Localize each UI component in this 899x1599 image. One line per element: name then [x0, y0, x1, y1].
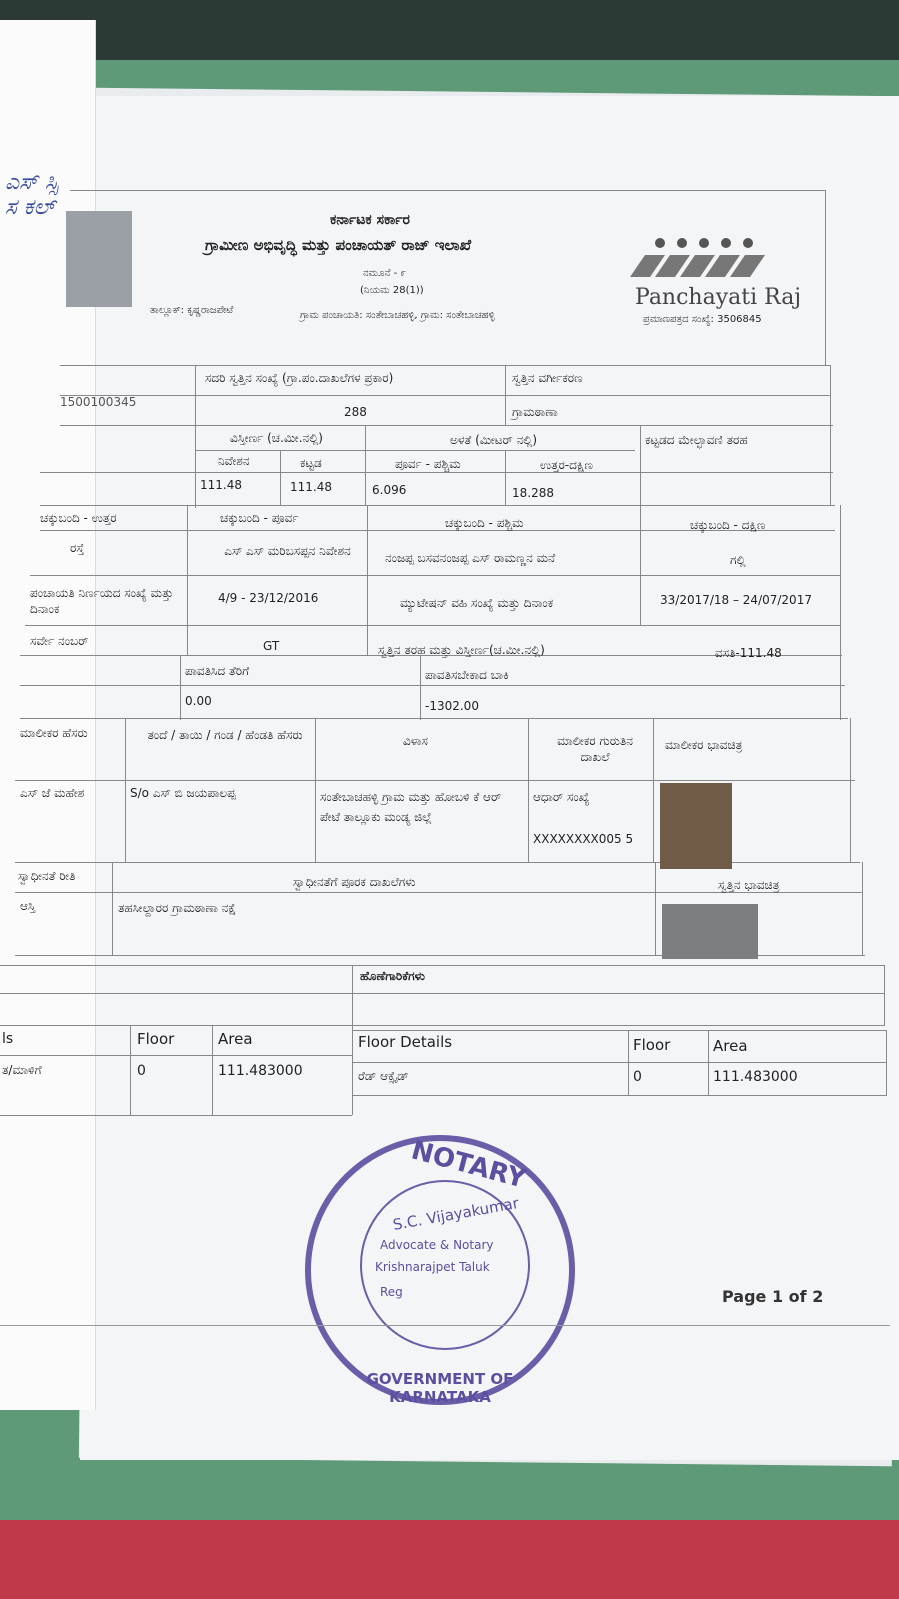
floor-left-cell-1: ತ/ಮಾಳಿಗೆ [2, 1063, 42, 1077]
tax-due-value: -1302.00 [425, 699, 479, 713]
seal-line-3: Krishnarajpet Taluk [375, 1260, 490, 1274]
page-number: Page 1 of 2 [722, 1287, 824, 1306]
floor-right-header-3: Area [713, 1037, 748, 1055]
owner-id-value: XXXXXXXX005 5 [533, 832, 634, 846]
north-boundary-label: ಚಕ್ಕುಬಂದಿ - ಉತ್ತರ [40, 511, 117, 525]
property-photo-image [662, 904, 758, 959]
panchayat-label: ಗ್ರಾಮ ಪಂಚಾಯತಿ: ಸಂತೇಬಾಚಹಳ್ಳಿ, ಗ್ರಾಮ: ಸಂತೇಬಾಚಹಳ್ಳಿ [300, 310, 495, 321]
owner-name-value: ಎಸ್ ಜೆ ಮಹೇಶ [20, 786, 85, 800]
south-boundary-value: ಗಲ್ಲಿ [730, 553, 746, 567]
form-number: ನಮೂನೆ - ೯ [363, 268, 406, 279]
karnataka-emblem-icon [66, 211, 132, 307]
tax-paid-value: 0.00 [185, 694, 212, 708]
taluk-label: ತಾಲ್ಲೂಕ್: ಕೃಷ್ಣರಾಜಪೇಟೆ [150, 305, 234, 316]
property-category-value: ಗ್ರಾಮಠಾಣಾ [512, 405, 558, 419]
east-west-value: 6.096 [372, 483, 407, 497]
north-south-value: 18.288 [512, 486, 554, 500]
rule-number: (ನಿಯಮ 28(1)) [360, 285, 424, 296]
owner-address-value: ಸಂತೇಬಾಚಹಳ್ಳಿ ಗ್ರಾಮ ಮತ್ತು ಹೋಬಳಿ ಕೆ ಆರ್ ಪೇಟೆ ತಾಲ್ಲೂಕು ಮಂಡ್ಯ ಜಿಲ್ಲೆ [320, 790, 502, 824]
building-area-value: 111.48 [290, 480, 332, 494]
north-boundary-value: ರಸ್ತೆ [70, 541, 85, 555]
floor-right-cell-2: 0 [633, 1069, 642, 1085]
certificate-number: ಪ್ರಮಾಣಪತ್ರದ ಸಂಖ್ಯೆ: 3506845 [643, 314, 762, 325]
south-boundary-label: ಚಕ್ಕುಬಂದಿ - ದಕ್ಷಿಣ [690, 518, 766, 532]
floor-left-header-2: Floor [137, 1030, 175, 1048]
floor-left-cell-3: 111.483000 [218, 1063, 303, 1079]
east-boundary-value: ಎಸ್ ಎಸ್ ಮರಿಬಸಪ್ಪನ ನಿವೇಶನ [224, 544, 351, 558]
floor-right-cell-1: ರೆಡ್ ಆಕ್ಸೈಡ್ [358, 1069, 409, 1083]
owner-parent-value: S/o ಎಸ್ ಬಿ ಜಯಪಾಲಪ್ಪ [130, 786, 236, 800]
owner-name-label: ಮಾಲೀಕರ ಹೆಸರು [20, 726, 88, 740]
west-boundary-value: ನಂಜಪ್ಪ ಬಸವನಂಜಪ್ಪ ಎಸ್ ರಾಮಣ್ಣನ ಮನೆ [385, 551, 556, 565]
seal-top-text: NOTARY [408, 1135, 530, 1195]
background-bottom [0, 1520, 899, 1599]
east-boundary-label: ಚಕ್ಕುಬಂದಿ - ಪೂರ್ವ [220, 511, 299, 525]
dimensions-label: ಅಳತೆ (ಮೀಟರ್ ನಲ್ಲಿ) [450, 433, 538, 447]
floor-left-header-3: Area [218, 1030, 253, 1048]
floor-right-header-2: Floor [633, 1036, 671, 1054]
department-title: ಗ್ರಾಮೀಣ ಅಭಿವೃದ್ಧಿ ಮತ್ತು ಪಂಚಾಯತ್ ರಾಜ್ ಇಲಾಖೆ [205, 236, 472, 254]
survey-label: ಸರ್ವೇ ನಂಬರ್ [30, 634, 89, 648]
floor-left-header-1: ls [2, 1031, 14, 1047]
building-label: ಕಟ್ಟಡ [300, 456, 322, 470]
mutation-value: 33/2017/18 – 24/07/2017 [660, 593, 812, 607]
ownership-value: ಆಸ್ತಿ [20, 899, 36, 913]
owner-address-label: ವಿಳಾಸ [403, 734, 428, 748]
owner-parent-label: ತಂದೆ / ತಾಯಿ / ಗಂಡ / ಹೆಂಡತಿ ಹೆಸರು [147, 728, 303, 742]
west-boundary-label: ಚಕ್ಕುಬಂದಿ - ಪಶ್ಚಿಮ [445, 516, 524, 530]
tax-due-label: ಪಾವತಿಸಬೇಕಾದ ಬಾಕಿ [425, 668, 509, 682]
site-area-value: 111.48 [200, 478, 242, 492]
ownership-docs-value: ತಹಸೀಲ್ದಾರರ ಗ್ರಾಮಠಾಣಾ ನಕ್ಷೆ [118, 901, 237, 915]
seal-name: S.C. Vijayakumar [391, 1194, 521, 1234]
area-label: ವಿಸ್ತೀರ್ಣ (ಚ.ಮೀ.ನಲ್ಲಿ) [230, 431, 323, 445]
property-number-label: ಸದರಿ ಸ್ವತ್ತಿನ ಸಂಖ್ಯೆ (ಗ್ರಾ.ಪಂ.ದಾಖಲೆಗಳ ಪ್ರಕಾರ) [205, 371, 394, 385]
panchayati-raj-logo-icon [630, 237, 770, 277]
seal-line-4: Reg [380, 1285, 403, 1299]
ownership-docs-label: ಸ್ವಾಧೀನತೆಗೆ ಪೂರಕ ದಾಖಲೆಗಳು [293, 875, 416, 889]
site-label: ನಿವೇಶನ [218, 454, 250, 468]
property-type-value: ವಸತಿ-111.48 [715, 646, 782, 660]
floor-left-cell-2: 0 [137, 1063, 146, 1079]
tax-paid-label: ಪಾವತಿಸಿದ ತೆರಿಗೆ [185, 664, 250, 678]
floor-right-cell-3: 111.483000 [713, 1069, 798, 1085]
owner-photo-label: ಮಾಲೀಕರ ಭಾವಚಿತ್ರ [665, 738, 743, 752]
property-id-fragment: 1500100345 [60, 395, 137, 409]
property-type-label: ಸ್ವತ್ತಿನ ತರಹ ಮತ್ತು ವಿಸ್ತೀರ್ಣ(ಚ.ಮೀ.ನಲ್ಲಿ) [378, 643, 545, 657]
east-west-label: ಪೂರ್ವ - ಪಶ್ಚಿಮ [395, 457, 461, 471]
north-south-label: ಉತ್ತರ-ದಕ್ಷಿಣ [540, 458, 593, 472]
owner-id-label: ಮಾಲೀಕರ ಗುರುತಿನ ದಾಖಲೆ [557, 734, 633, 764]
floor-right-header-1: Floor Details [358, 1033, 453, 1051]
ownership-label: ಸ್ವಾಧೀನತೆ ರೀತಿ [18, 869, 76, 883]
owner-id-type: ಆಧಾರ್ ಸಂಖ್ಯೆ [533, 790, 590, 804]
resolution-label: ಪಂಚಾಯತಿ ನಿರ್ಣಯದ ಸಂಖ್ಯೆ ಮತ್ತು ದಿನಾಂಕ [30, 586, 174, 616]
seal-line-2: Advocate & Notary [380, 1238, 494, 1252]
mutation-label: ಮ್ಯುಟೇಷನ್ ವಹಿ ಸಂಖ್ಯೆ ಮತ್ತು ದಿನಾಂಕ [400, 596, 554, 610]
roof-label: ಕಟ್ಟಡದ ಮೇಲ್ಛಾವಣಿ ತರಹ [645, 433, 748, 447]
govt-title: ಕರ್ನಾಟಕ ಸರ್ಕಾರ [330, 212, 410, 228]
owner-photo-image [660, 783, 732, 869]
resolution-value: 4/9 - 23/12/2016 [218, 591, 319, 605]
handwritten-note: ಎಸ್ ಸ್ಸಿ ಸ ಕಲ್ [5, 170, 59, 220]
property-photo-label: ಸ್ವತ್ತಿನ ಭಾವಚಿತ್ರ [718, 878, 780, 892]
seal-ring-text: GOVERNMENT OF KARNATAKA [366, 1370, 514, 1406]
liabilities-label: ಹೊಣೆಗಾರಿಕೆಗಳು [360, 969, 425, 983]
panchayati-raj-brand: Panchayati Raj [635, 285, 802, 310]
survey-value: GT [263, 639, 280, 653]
property-number-value: 288 [344, 405, 367, 419]
property-category-label: ಸ್ವತ್ತಿನ ವರ್ಗೀಕರಣ [512, 371, 583, 385]
